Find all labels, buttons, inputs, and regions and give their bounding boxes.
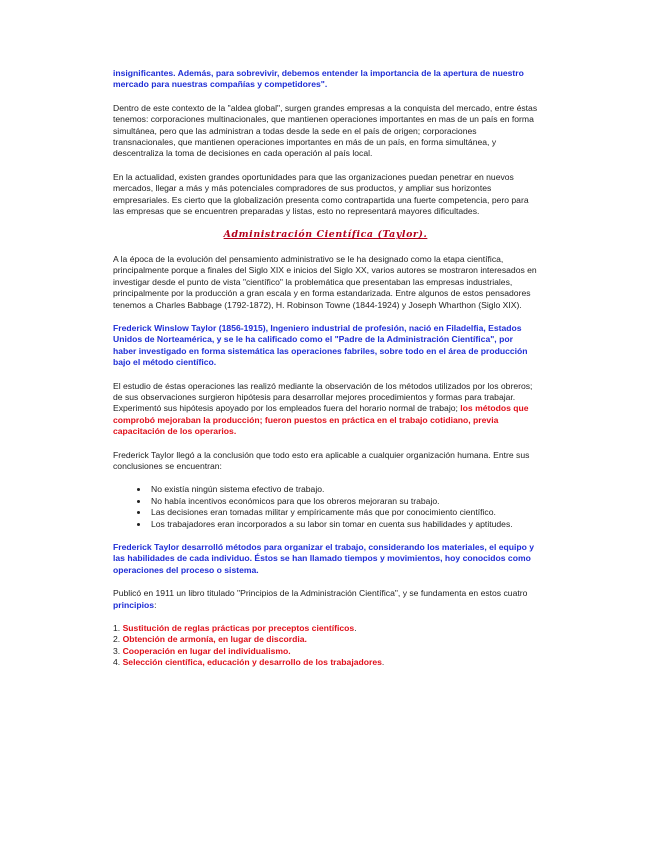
conclusion-intro: Frederick Taylor llegó a la conclusión que todo esto era aplicable a cualquier organización humana. Entre sus conclusiones se encuentran: <box>113 449 530 471</box>
item-end: . <box>354 623 357 634</box>
oportunidades-paragraph: En la actualidad, existen grandes oportunidades para que las organizaciones puedan penetrar en nuevos mercados, llegar a más y más potenciales compradores de sus productos, y ampliar sus horizontes empresariales. Es cierto que la globalización presenta como contrapartida una fuerte competencia, pero para las empresas que se encuentren preparadas y listas, esto no representará mayores dificultades. <box>113 171 529 217</box>
list-item: • No había incentivos económicos para que los obreros mejoraran su trabajo. <box>149 496 538 507</box>
item-text: Sustitución de reglas prácticas por preceptos científicos <box>122 623 355 634</box>
item-text: Obtención de armonía, en lugar de discordia. <box>122 634 307 645</box>
list-item: • Las decisiones eran tomadas militar y empíricamente más que por conocimiento científico. <box>149 507 538 518</box>
estudio-paragraph <box>113 381 538 438</box>
aldea-global-paragraph: Dentro de este contexto de la "aldea global", surgen grandes empresas a la conquista del mercado, entre éstas tenemos: corporaciones multinacionales, que mantienen operaciones importantes en mas de un país en forma simultánea, pero que las administran a todas desde la sede en el país de origen; corporaciones transnacionales, que mantienen operaciones importantes en más de un país, en forma simultánea, y descentraliza la toma de decisiones en cada operación al país local. <box>113 102 538 159</box>
intro-continuation: insignificantes. Además, para sobrevivir, debemos entender la importancia de la apertura de nuestro mercado para nuestras compañías y competidores". <box>113 68 524 90</box>
item-text: Selección científica, educación y desarrollo de los trabajadores <box>122 657 382 668</box>
item-number: 4. <box>113 657 121 668</box>
item-number: 3. <box>113 645 121 656</box>
epoca-paragraph: A la época de la evolución del pensamiento administrativo se le ha designado como la etapa científica, principalmente porque a finales del Siglo XIX e inicios del Siglo XX, varios autores se mostraron interesados en investigar desde el punto de vista "científico" la problemática que presentaban las empresas industriales, principalmente por la producción a gran escala y en forma estandarizada. Entre algunos de estos pensadores tenemos a Charles Babbage (1792-1872), H. Robinson Towne (1844-1924) y Joseph Wharthon (Siglo XIX). <box>113 253 537 310</box>
principles-list <box>113 623 538 669</box>
publicacion-end: : <box>154 599 157 610</box>
section-heading: Administración Científica (Taylor). <box>223 229 428 241</box>
list-item <box>113 634 538 645</box>
document-page <box>113 68 538 669</box>
estudio-highlight: los métodos que comprobó mejoraban la producción; fueron puestos en práctica en el trabajo cotidiano, previa capacitación de los operarios. <box>113 403 529 437</box>
list-item <box>113 623 538 634</box>
item-end: . <box>381 657 385 668</box>
list-item <box>113 646 538 657</box>
conclusions-list <box>113 484 538 530</box>
publicacion-paragraph <box>113 588 538 611</box>
list-item <box>113 657 538 668</box>
list-item: • No existía ningún sistema efectivo de trabajo. <box>149 484 538 495</box>
item-number: 2. <box>113 634 121 645</box>
publicacion-text: Publicó en 1911 un libro titulado "Principios de la Administración Científica", y se fundamenta en estos cuatro <box>113 588 528 599</box>
taylor-bio-paragraph: Frederick Winslow Taylor (1856-1915), Ingeniero industrial de profesión, nació en Filadelfia, Estados Unidos de Norteamérica, y se le ha calificado como el "Padre de la Administración Científica", por haber investigado en forma sistemática las operaciones fabriles, sobre todo en el área de producción bajo el método científico. <box>113 322 528 368</box>
principios-link: principios <box>113 599 155 610</box>
estudio-text: El estudio de éstas operaciones las realizó mediante la observación de los métodos utilizados por los obreros; de sus observaciones surgieron hipótesis para desarrollar mejores procedimientos y formas para trabajar. Experimentó sus hipótesis apoyado por los empleados fuera del horario normal de trabajo; <box>113 380 533 414</box>
list-item: • Los trabajadores eran incorporados a su labor sin tomar en cuenta sus habilidades y aptitudes. <box>149 519 538 530</box>
item-text: Cooperación en lugar del individualismo. <box>122 645 291 656</box>
metodos-paragraph: Frederick Taylor desarrolló métodos para organizar el trabajo, considerando los materiales, el equipo y las habilidades de cada individuo. Éstos se han llamado tiempos y movimientos, hoy conocidos como operaciones del proceso o sistema. <box>113 542 535 575</box>
item-number: 1. <box>113 623 121 634</box>
